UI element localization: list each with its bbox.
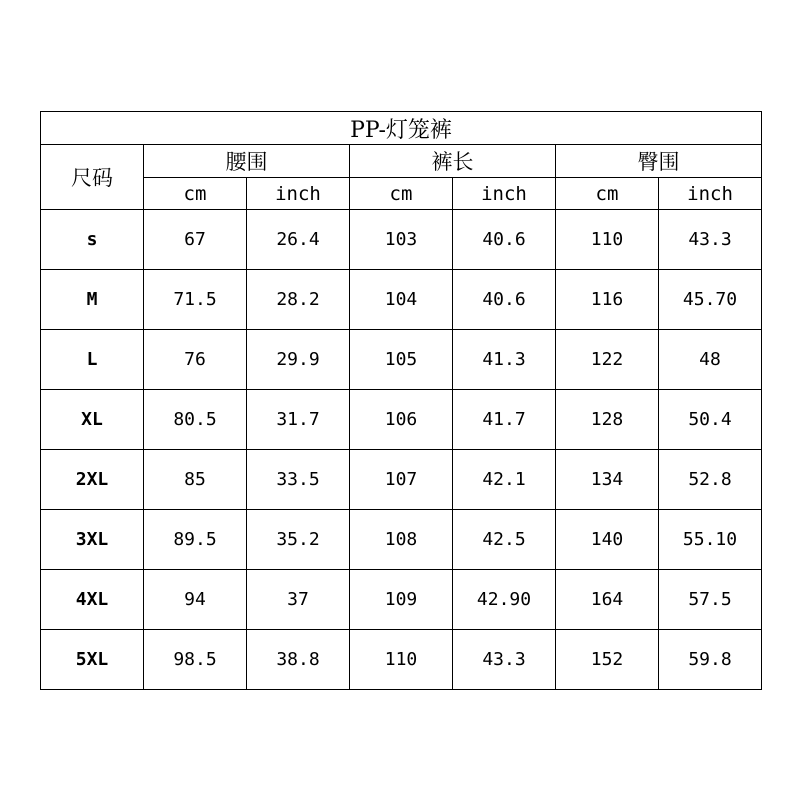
size-cell: XL	[41, 390, 144, 450]
measurement-cell: 57.5	[659, 570, 762, 630]
size-cell: 2XL	[41, 450, 144, 510]
measurement-cell: 71.5	[144, 270, 247, 330]
size-cell: 4XL	[41, 570, 144, 630]
measurement-cell: 108	[350, 510, 453, 570]
measurement-cell: 76	[144, 330, 247, 390]
group-header-hip: 臀围	[556, 145, 762, 178]
measurement-cell: 41.7	[453, 390, 556, 450]
table-row	[41, 270, 762, 330]
size-cell: 5XL	[41, 630, 144, 690]
measurement-cell: 110	[556, 210, 659, 270]
table-row	[41, 510, 762, 570]
measurement-cell: 28.2	[247, 270, 350, 330]
measurement-cell: 107	[350, 450, 453, 510]
measurement-cell: 140	[556, 510, 659, 570]
measurement-cell: 59.8	[659, 630, 762, 690]
measurement-cell: 105	[350, 330, 453, 390]
unit-header: cm	[556, 178, 659, 210]
measurement-cell: 109	[350, 570, 453, 630]
measurement-cell: 106	[350, 390, 453, 450]
table-row	[41, 210, 762, 270]
measurement-cell: 48	[659, 330, 762, 390]
measurement-cell: 43.3	[453, 630, 556, 690]
measurement-cell: 40.6	[453, 270, 556, 330]
measurement-cell: 29.9	[247, 330, 350, 390]
measurement-cell: 41.3	[453, 330, 556, 390]
measurement-cell: 43.3	[659, 210, 762, 270]
table-row	[41, 630, 762, 690]
measurement-cell: 85	[144, 450, 247, 510]
unit-header: inch	[659, 178, 762, 210]
size-chart-table	[40, 111, 762, 690]
table-row	[41, 450, 762, 510]
measurement-cell: 42.90	[453, 570, 556, 630]
size-cell: M	[41, 270, 144, 330]
title-row	[41, 112, 762, 145]
measurement-cell: 122	[556, 330, 659, 390]
measurement-cell: 152	[556, 630, 659, 690]
unit-header: inch	[247, 178, 350, 210]
measurement-cell: 52.8	[659, 450, 762, 510]
measurement-cell: 94	[144, 570, 247, 630]
measurement-cell: 33.5	[247, 450, 350, 510]
group-header-waist: 腰围	[144, 145, 350, 178]
measurement-cell: 164	[556, 570, 659, 630]
chart-title: PP-灯笼裤	[41, 112, 762, 145]
measurement-cell: 67	[144, 210, 247, 270]
measurement-cell: 134	[556, 450, 659, 510]
table-row	[41, 570, 762, 630]
unit-header: inch	[453, 178, 556, 210]
measurement-cell: 116	[556, 270, 659, 330]
measurement-cell: 42.5	[453, 510, 556, 570]
size-cell: 3XL	[41, 510, 144, 570]
measurement-cell: 35.2	[247, 510, 350, 570]
measurement-cell: 128	[556, 390, 659, 450]
measurement-cell: 50.4	[659, 390, 762, 450]
table-row	[41, 390, 762, 450]
measurement-cell: 42.1	[453, 450, 556, 510]
measurement-cell: 98.5	[144, 630, 247, 690]
measurement-cell: 104	[350, 270, 453, 330]
unit-header-row	[41, 178, 762, 210]
measurement-cell: 45.70	[659, 270, 762, 330]
size-column-header: 尺码	[41, 145, 144, 210]
unit-header: cm	[144, 178, 247, 210]
table-row	[41, 330, 762, 390]
group-header-length: 裤长	[350, 145, 556, 178]
measurement-cell: 103	[350, 210, 453, 270]
unit-header: cm	[350, 178, 453, 210]
measurement-cell: 38.8	[247, 630, 350, 690]
measurement-cell: 110	[350, 630, 453, 690]
measurement-cell: 26.4	[247, 210, 350, 270]
measurement-cell: 89.5	[144, 510, 247, 570]
group-header-row	[41, 145, 762, 178]
measurement-cell: 37	[247, 570, 350, 630]
table-body	[41, 210, 762, 690]
measurement-cell: 80.5	[144, 390, 247, 450]
measurement-cell: 40.6	[453, 210, 556, 270]
size-cell: s	[41, 210, 144, 270]
measurement-cell: 31.7	[247, 390, 350, 450]
size-cell: L	[41, 330, 144, 390]
measurement-cell: 55.10	[659, 510, 762, 570]
